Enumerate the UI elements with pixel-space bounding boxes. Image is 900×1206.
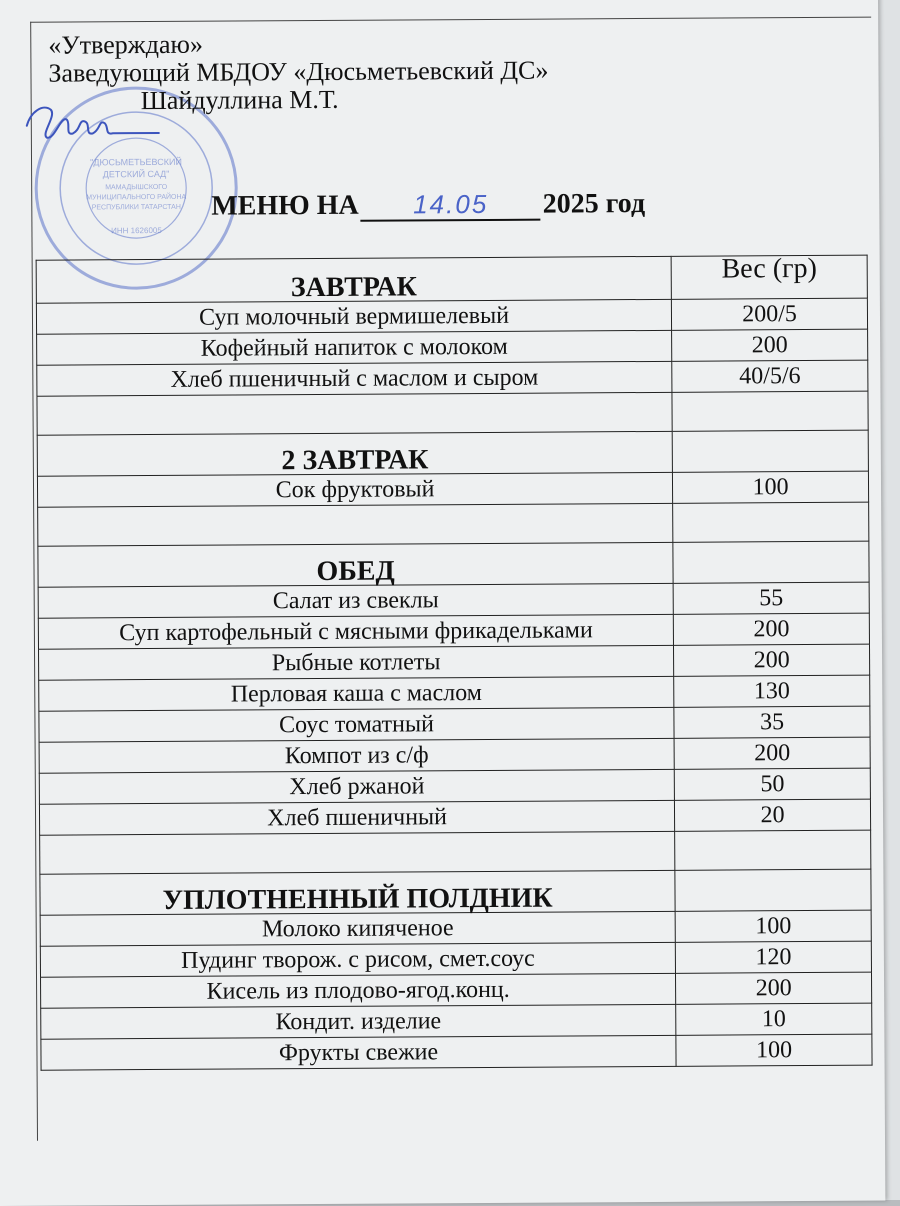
handwritten-date: 14.05 — [361, 189, 541, 222]
dish-weight: 130 — [674, 675, 870, 707]
dish-weight — [673, 502, 869, 542]
approval-line-1: «Утверждаю» — [48, 29, 203, 60]
approval-signatory: Шайдуллина М.Т. — [140, 84, 339, 116]
menu-item-row — [41, 972, 872, 1008]
svg-text:ИНН 1626005: ИНН 1626005 — [111, 225, 162, 236]
dish-name: Сок фруктовый — [37, 472, 672, 507]
title-suffix: 2025 год — [542, 188, 646, 220]
empty-row — [40, 830, 871, 874]
dish-weight: 200 — [674, 644, 870, 676]
section-title: 2 ЗАВТРАК — [37, 431, 672, 476]
svg-text:"ДЮСЬМЕТЬЕВСКИЙ: "ДЮСЬМЕТЬЕВСКИЙ — [90, 156, 182, 168]
dish-weight: 200 — [674, 737, 870, 769]
svg-text:ДЕТСКИЙ САД": ДЕТСКИЙ САД" — [102, 168, 170, 180]
menu-item-row — [39, 706, 870, 742]
menu-item-row — [38, 613, 869, 649]
dish-weight: 10 — [676, 1003, 872, 1035]
dish-weight: 100 — [675, 910, 871, 942]
dish-name — [40, 831, 675, 874]
empty-row — [38, 502, 869, 546]
section-header-row — [37, 430, 868, 476]
handwritten-signature — [21, 93, 161, 144]
menu-item-row — [39, 768, 870, 804]
dish-name: Хлеб пшеничный с маслом и сыром — [37, 361, 672, 396]
dish-name: Хлеб ржаной — [39, 769, 674, 804]
dish-weight: 100 — [673, 471, 869, 503]
dish-name: Компот из с/ф — [39, 738, 674, 773]
dish-name: Хлеб пшеничный — [39, 800, 674, 835]
svg-text:МУНИЦИПАЛЬНОГО РАЙОНА: МУНИЦИПАЛЬНОГО РАЙОНА — [86, 193, 187, 202]
dish-name: Перловая каша с маслом — [39, 676, 674, 711]
dish-name: Молоко кипяченое — [40, 911, 675, 946]
empty-row — [37, 391, 868, 435]
dish-weight: 50 — [674, 768, 870, 800]
menu-item-row — [38, 582, 869, 618]
section-header-row — [38, 541, 869, 587]
dish-weight: 55 — [673, 582, 869, 614]
dish-weight: 200/5 — [672, 298, 868, 330]
dish-name: Кофейный напиток с молоком — [37, 330, 672, 365]
dish-weight: 40/5/6 — [672, 360, 868, 392]
dish-weight: 100 — [676, 1034, 872, 1066]
approval-line-2: Заведующий МБДОУ «Дюсьметьевский ДС» — [48, 55, 549, 88]
dish-name: Салат из свеклы — [38, 583, 673, 618]
menu-item-row — [37, 329, 868, 365]
dish-weight: 120 — [675, 941, 871, 973]
section-title: УПЛОТНЕННЫЙ ПОЛДНИК — [40, 870, 675, 915]
menu-item-row — [39, 675, 870, 711]
menu-item-row — [40, 941, 871, 977]
page-title — [211, 188, 645, 223]
dish-name: Пудинг творож. с рисом, смет.соус — [40, 942, 675, 977]
section-title: ОБЕД — [38, 542, 673, 587]
menu-table — [36, 252, 873, 1071]
svg-text:МАМАДЫШСКОГО: МАМАДЫШСКОГО — [105, 183, 168, 192]
dish-name: Кондит. изделие — [41, 1004, 676, 1039]
menu-item-row — [39, 799, 870, 835]
menu-item-row — [39, 737, 870, 773]
dish-weight: 35 — [674, 706, 870, 738]
dish-weight: 200 — [676, 972, 872, 1004]
dish-name — [38, 503, 673, 546]
dish-name: Соус томатный — [39, 707, 674, 742]
dish-weight — [675, 830, 871, 870]
dish-weight — [673, 541, 869, 583]
menu-item-row — [39, 644, 870, 680]
dish-weight: 200 — [673, 613, 869, 645]
dish-weight — [675, 869, 871, 911]
weight-column-header: Вес (гр) — [671, 255, 867, 299]
dish-weight — [672, 391, 868, 431]
dish-name: Фрукты свежие — [41, 1035, 676, 1070]
dish-weight: 20 — [675, 799, 871, 831]
menu-item-row — [41, 1034, 872, 1070]
menu-item-row — [37, 360, 868, 396]
section-title: ЗАВТРАК — [36, 256, 671, 303]
title-prefix: МЕНЮ НА — [211, 189, 359, 222]
dish-name — [37, 392, 672, 435]
menu-item-row — [41, 1003, 872, 1039]
dish-weight — [672, 430, 868, 472]
dish-name: Суп молочный вермишелевый — [36, 299, 671, 334]
svg-text:РЕСПУБЛИКИ ТАТАРСТАН: РЕСПУБЛИКИ ТАТАРСТАН — [91, 203, 181, 212]
menu-item-row — [36, 298, 867, 334]
section-header-row — [36, 255, 867, 303]
dish-weight: 200 — [672, 329, 868, 361]
dish-name: Кисель из плодово-ягод.конц. — [41, 973, 676, 1008]
section-header-row — [40, 869, 871, 915]
dish-name: Суп картофельный с мясными фрикадельками — [38, 614, 673, 649]
menu-item-row — [37, 471, 868, 507]
dish-name: Рыбные котлеты — [39, 645, 674, 680]
